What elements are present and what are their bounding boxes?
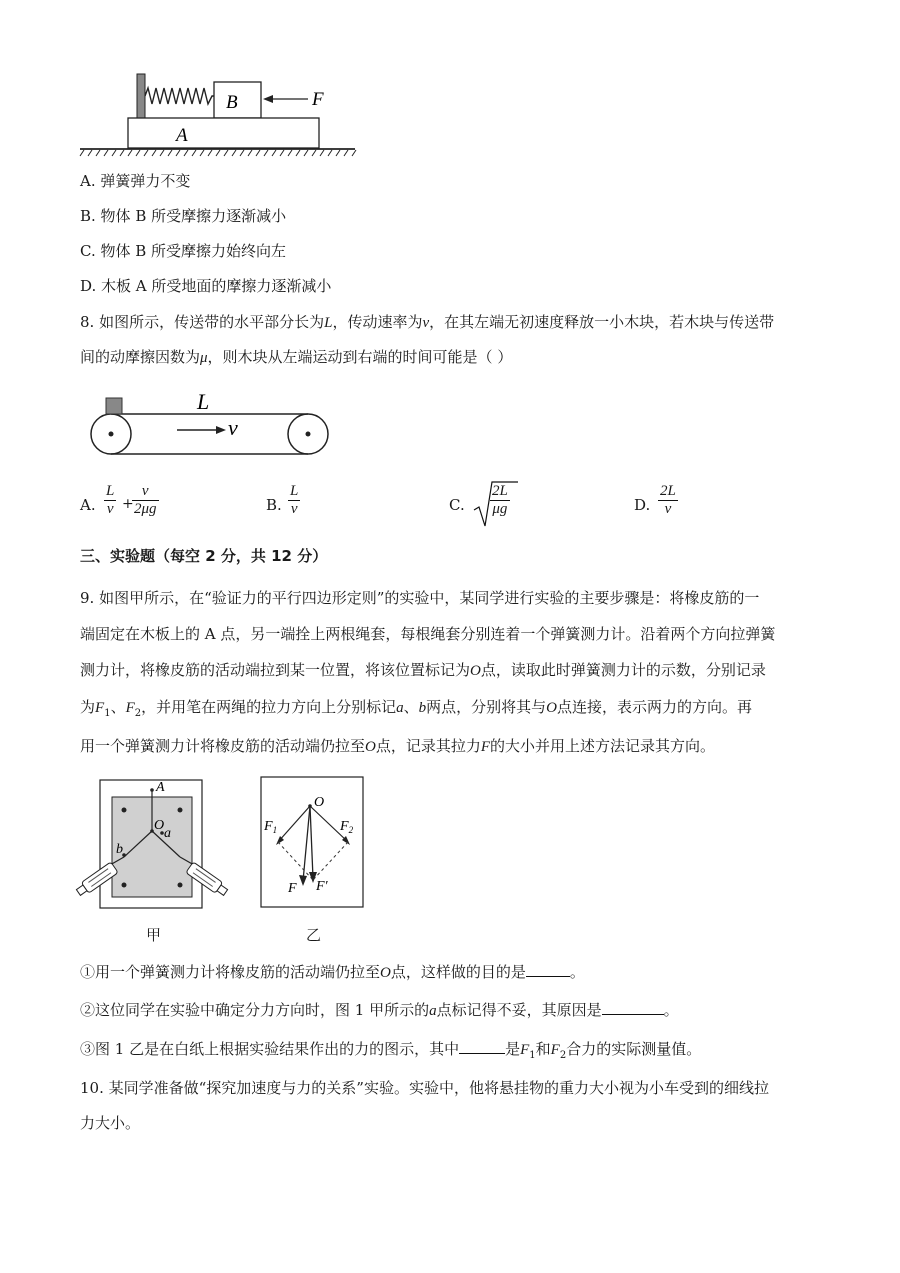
- yi-label-f1: $F_1$: [264, 819, 278, 835]
- figure-jia: [80, 775, 225, 915]
- q8-option-b-letter: B.: [266, 496, 282, 514]
- q9-stem-line1: 9. 如图甲所示，在“验证力的平行四边形定则”的实验中，某同学进行实验的主要步骤是：将橡皮筋的一: [80, 589, 760, 607]
- q9-sub1: ①用一个弹簧测力计将橡皮筋的活动端仍拉至O点，这样做的目的是 。: [80, 963, 585, 981]
- conveyor-belt-figure: [85, 385, 335, 465]
- q8-stem-line2: 间的动摩擦因数为μ，则木块从左端运动到右端的时间可能是（ ）: [80, 348, 513, 366]
- q9-sub1-answer-blank[interactable]: [526, 962, 570, 977]
- yi-label-f: F: [288, 881, 297, 896]
- q8-option-a-frac2: v 2μg: [134, 483, 157, 517]
- q9-stem-line2: 端固定在木板上的 A 点，另一端拴上两根绳套，每根绳套分别连着一个弹簧测力计。沿着两个方向拉弹簧: [80, 625, 776, 643]
- q10-stem-line2: 力大小。: [80, 1114, 141, 1132]
- figure-yi-caption: 乙: [306, 926, 322, 944]
- belt-length-label: L: [197, 389, 210, 414]
- q10-stem-line1: 10. 某同学准备做“探究加速度与力的关系”实验。实验中，他将悬挂物的重力大小视为小车受到的细线拉: [80, 1079, 769, 1097]
- q8-stem-line1: 8. 如图所示，传送带的水平部分长为L，传动速率为v，在其左端无初速度释放一小木块，若木块与传送带: [80, 313, 775, 331]
- q7-option-d: D. 木板 A 所受地面的摩擦力逐渐减小: [80, 277, 332, 295]
- jia-label-a-point: A: [156, 780, 165, 795]
- q8-option-b-frac: L v: [290, 483, 299, 517]
- q9-sub3-answer-blank[interactable]: [459, 1039, 505, 1054]
- q8-option-a-frac1: L v: [106, 483, 115, 517]
- q7-option-a: A. 弹簧弹力不变: [80, 172, 191, 190]
- q8-option-a-letter: A.: [80, 496, 96, 514]
- figure-jia-caption: 甲: [146, 926, 162, 944]
- q8-option-d-letter: D.: [634, 496, 651, 514]
- q7-option-c: C. 物体 B 所受摩擦力始终向左: [80, 242, 287, 260]
- jia-label-b-small: b: [116, 842, 123, 857]
- q9-sub2-answer-blank[interactable]: [602, 1000, 664, 1015]
- q8-option-c-letter: C.: [449, 496, 465, 514]
- board-a-label: A: [176, 125, 188, 146]
- q9-sub3: ③图 1 乙是在白纸上根据实验结果作出的力的图示，其中 是$F_1$和$F_2$合力的实际测量值。: [80, 1040, 702, 1061]
- yi-label-o: O: [314, 795, 325, 810]
- q9-stem-line3: 测力计，将橡皮筋的活动端拉到某一位置，将该位置标记为O点，读取此时弹簧测力计的示数，分别记录: [80, 661, 766, 679]
- q7-option-b: B. 物体 B 所受摩擦力逐渐减小: [80, 207, 287, 225]
- yi-label-f2: $F_2$: [340, 819, 354, 835]
- q8-option-c-frac: 2L μg: [492, 483, 508, 517]
- block-b-label: B: [226, 92, 238, 113]
- jia-label-o: O: [154, 818, 165, 833]
- q9-sub2: ②这位同学在实验中确定分力方向时，图 1 甲所示的a点标记得不妥，其原因是 。: [80, 1001, 679, 1019]
- force-f-label: F: [312, 89, 324, 110]
- spring-block-figure: [80, 70, 370, 160]
- section3-title: 三、实验题（每空 2 分，共 12 分）: [80, 547, 328, 565]
- q8-option-d-frac: 2L v: [660, 483, 676, 517]
- yi-label-f-prime: F′: [316, 879, 328, 894]
- q9-stem-line4: 为$F_1$、$F_2$，并用笔在两绳的拉力方向上分别标记a、b两点，分别将其与O点连接，表示两力的方向。再: [80, 698, 753, 719]
- figure-yi: [260, 776, 366, 910]
- jia-label-a-small: a: [164, 826, 171, 841]
- q8-option-a-plus: +: [122, 496, 134, 512]
- q9-stem-line5: 用一个弹簧测力计将橡皮筋的活动端仍拉至O点，记录其拉力F的大小并用上述方法记录其方向。: [80, 737, 716, 755]
- belt-speed-label: v: [228, 415, 238, 440]
